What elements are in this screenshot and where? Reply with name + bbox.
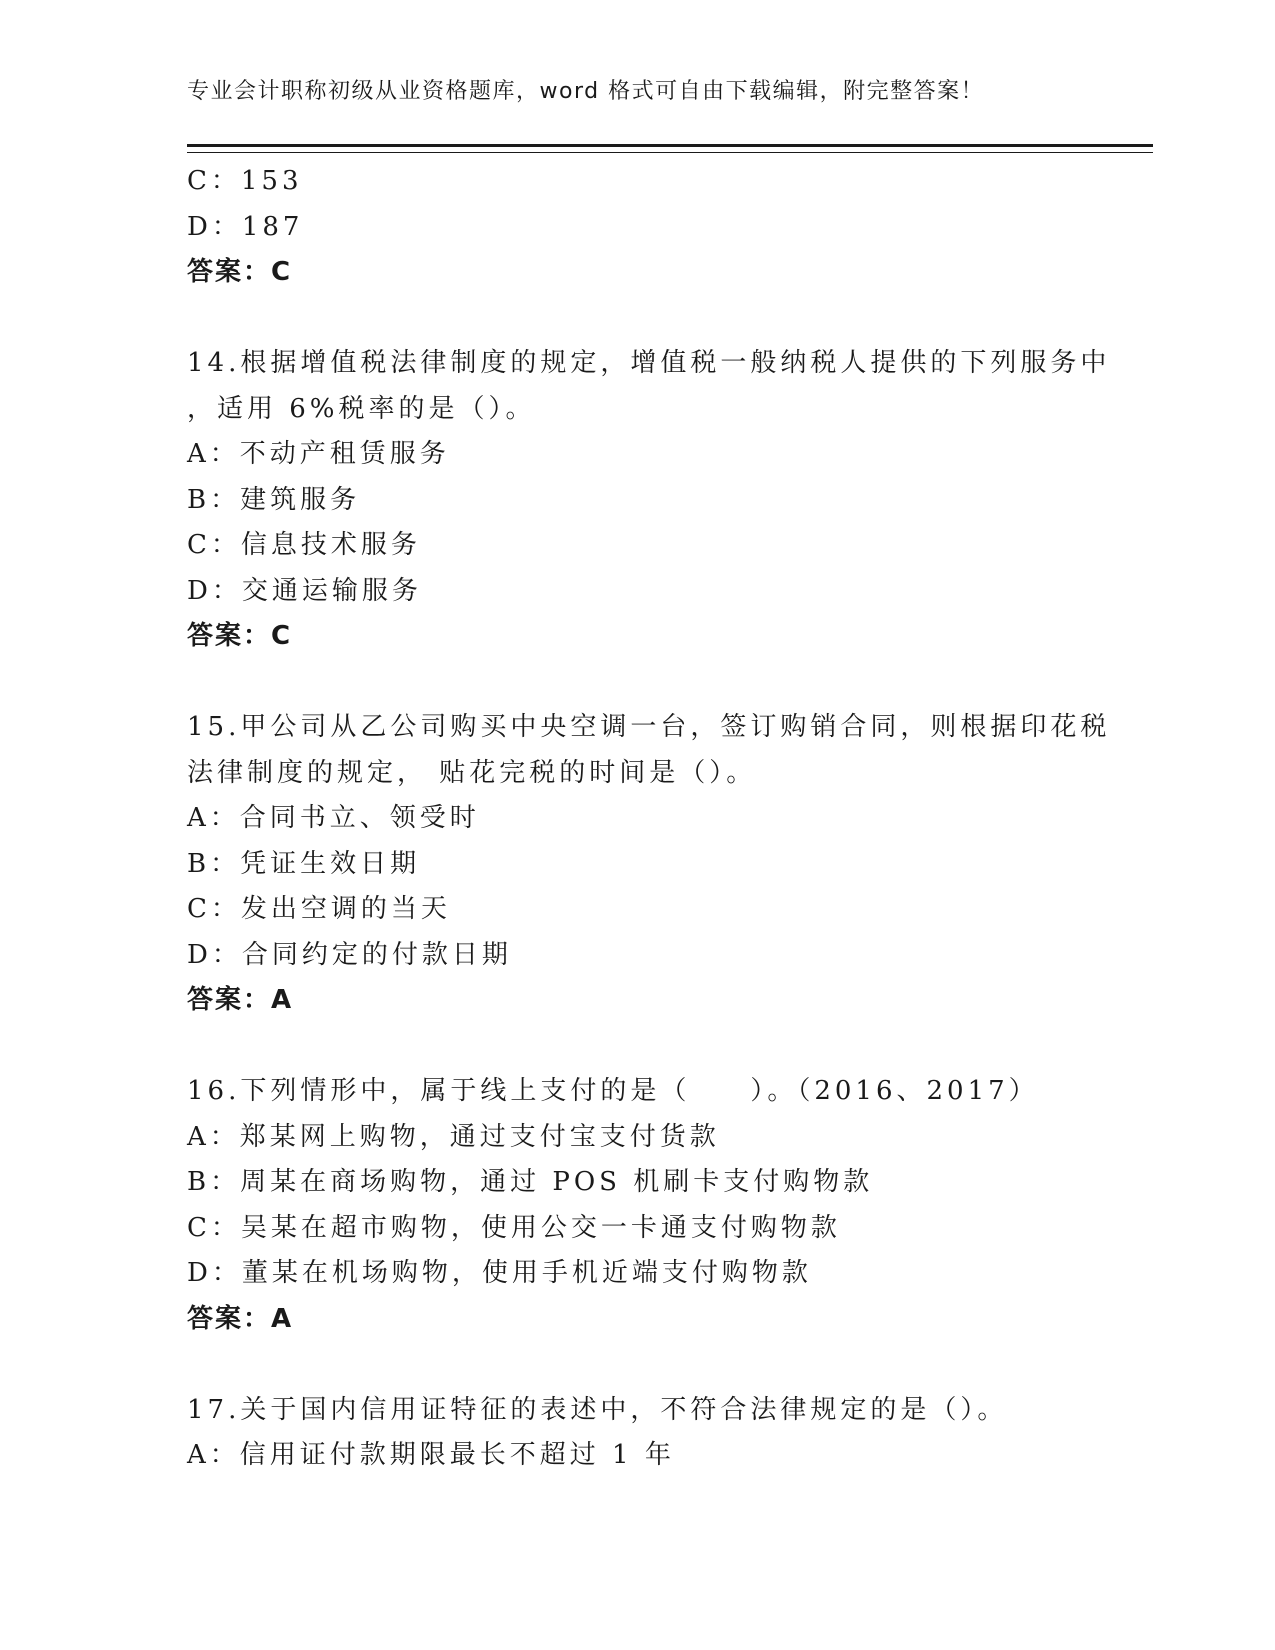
question-stem: 法律制度的规定， 贴花完税的时间是（）。 [187, 757, 757, 788]
spacer [187, 1024, 1153, 1070]
question-17 [187, 1388, 1153, 1479]
question-stem: 14.根据增值税法律制度的规定，增值税一般纳税人提供的下列服务中 [187, 348, 1111, 378]
page-header: 专业会计职称初级从业资格题库，word 格式可自由下载编辑，附完整答案！ [187, 79, 985, 104]
option-a: A：不动产租赁服务 [187, 439, 450, 469]
option-c: C：153 [187, 166, 303, 196]
option-d: D：合同约定的付款日期 [187, 939, 512, 970]
question-14 [187, 341, 1153, 660]
option-c: C：信息技术服务 [187, 530, 421, 560]
option-d: D：董某在机场购物，使用手机近端支付购物款 [187, 1258, 812, 1288]
option-b: B：周某在商场购物，通过 POS 机刷卡支付购物款 [187, 1167, 874, 1197]
spacer [187, 1342, 1153, 1388]
option-c: C：发出空调的当天 [187, 894, 451, 924]
question-stem: 15.甲公司从乙公司购买中央空调一台，签订购销合同，则根据印花税 [187, 712, 1111, 742]
option-a: A：合同书立、领受时 [187, 803, 480, 833]
answer: 答案：C [187, 257, 293, 287]
spacer [187, 296, 1153, 342]
option-d: D：187 [187, 211, 304, 242]
header-divider [187, 144, 1153, 153]
option-b: B：凭证生效日期 [187, 848, 421, 879]
question-stem: 17.关于国内信用证特征的表述中，不符合法律规定的是（）。 [187, 1394, 1008, 1425]
spacer [187, 660, 1153, 706]
question-stem: 16.下列情形中，属于线上支付的是（ ）。（2016、2017） [187, 1076, 1039, 1106]
option-d: D：交通运输服务 [187, 575, 422, 606]
answer: 答案：A [187, 985, 294, 1015]
answer: 答案：C [187, 621, 293, 651]
option-c: C：吴某在超市购物，使用公交一卡通支付购物款 [187, 1212, 841, 1243]
answer: 答案：A [187, 1303, 294, 1334]
question-16 [187, 1069, 1153, 1342]
question-stem: ，适用 6%税率的是（）。 [187, 393, 536, 424]
option-b: B：建筑服务 [187, 484, 361, 515]
question-content [187, 159, 1153, 1479]
option-a: A：信用证付款期限最长不超过 1 年 [187, 1440, 675, 1470]
question-15 [187, 705, 1153, 1024]
option-a: A：郑某网上购物，通过支付宝支付货款 [187, 1121, 720, 1152]
